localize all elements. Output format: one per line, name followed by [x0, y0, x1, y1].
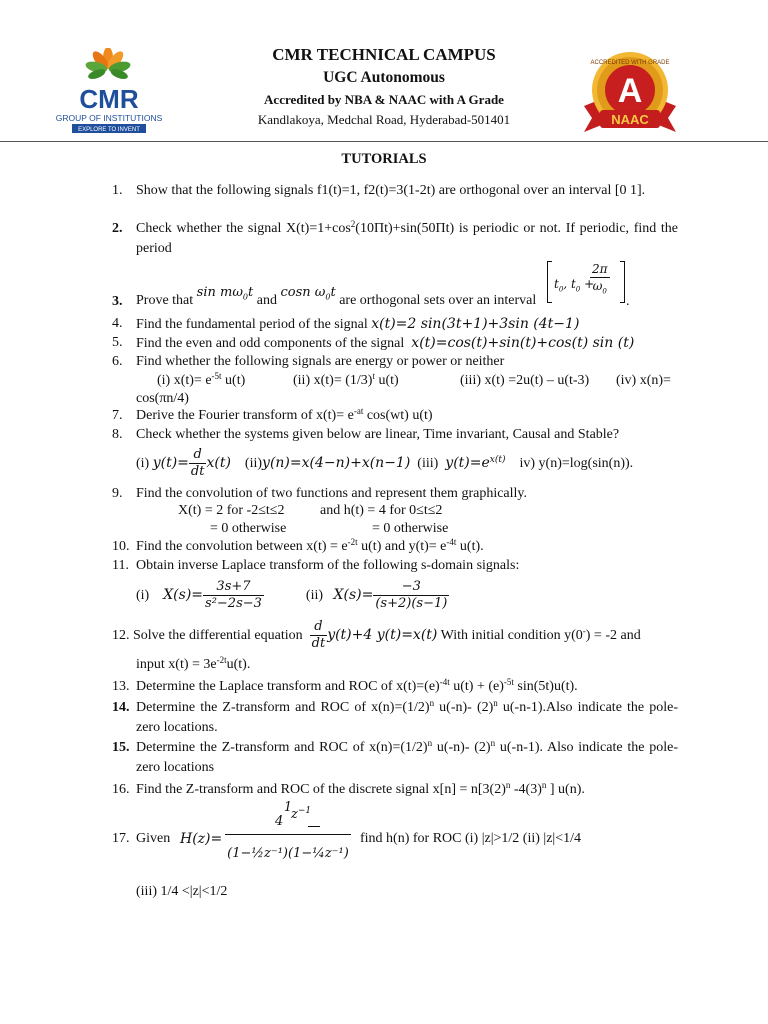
question-15 — [112, 738, 678, 778]
question-number: 5. — [112, 335, 123, 350]
question-9-x-otherwise: = 0 otherwise — [210, 521, 287, 536]
question-text: Prove that $\sin m\omega_0t$ and cosn $\omega_0t$ are orthogonal sets over an interval — [136, 285, 537, 308]
page-title: TUTORIALS — [341, 151, 427, 167]
question-9-x-def: X(t) = 2 for -2≤t≤2 — [178, 503, 285, 518]
question-11-parts: (i) X(s)= $\frac{3s+7}{\text{s²−2s−3}}$ (ii) X(s)= $\frac{-3}{(s+2)(s-1)}$ — [136, 579, 448, 612]
header-divider — [0, 141, 768, 142]
question-9-h-otherwise: = 0 otherwise — [372, 521, 449, 536]
question-number: 3. — [112, 294, 123, 309]
question-text: Determine the Z-transform and ROC of $x(n)=(1/2)^n$ u(-n)- $(2)^n$ u(-n-1). Also indicate the pole-zero locations — [136, 738, 678, 775]
question-6-part-iv: (iv) x(n)= — [616, 373, 671, 388]
question-1 — [112, 181, 678, 201]
question-9 — [112, 484, 678, 504]
question-number: 16. — [112, 782, 130, 797]
question-number: 13. — [112, 679, 130, 694]
question-14 — [112, 698, 678, 738]
question-7 — [112, 406, 678, 426]
seal-ring-text: ACCREDITED WITH GRADE — [590, 60, 670, 66]
question-number: 1. — [112, 183, 123, 198]
question-number: 8. — [112, 427, 123, 442]
logo-line2: EXPLORE TO INVENT — [78, 127, 140, 133]
header-text — [230, 46, 538, 126]
question-text: Find the convolution between $x(t) = e^{-2t}$ u(t) and $y(t)= e^{-4t}$ u(t). — [136, 537, 484, 554]
question-11 — [112, 556, 678, 576]
college-status: UGC Autonomous — [323, 69, 445, 86]
question-number: 4. — [112, 316, 123, 331]
question-8-parts: (i) y(t)= $\frac{d}{dt}$ x(t) (ii)y(n)=x(4−n)+x(n−1) (iii) $y(t)=e^{x(t)}$ iv) y(n)=log(sin(n)). — [136, 447, 634, 480]
question-number: 11. — [112, 558, 129, 573]
question-17: 17. Given H(z)= 1 4 $z^{-1}$ (1−½z⁻¹)(1−¼z⁻¹) find h(n) for ROC (i) |z|>1/2 (ii) |z|<1/4 — [112, 800, 582, 861]
question-number: 2. — [112, 221, 123, 236]
question-17-part-iii: (iii) 1/4 <|z|<1/2 — [136, 884, 228, 899]
question-6-part-iv-cont: cos(πn/4) — [136, 391, 189, 406]
question-text: Determine the Z-transform and ROC of $x(n)=(1/2)^n$ u(-n)- $(2)^n$ u(-n-1).Also indicate the pole-zero locations. — [136, 698, 678, 735]
question-9-h-def: and h(t) = 4 for 0≤t≤2 — [320, 503, 443, 518]
transfer-function-fraction: 1 4 $z^{-1}$ (1−½z⁻¹)(1−¼z⁻¹) — [225, 800, 351, 831]
question-text: Determine the Laplace transform and ROC of $x(t)=(e)^{-4t}$ $u(t) + (e)^{-5t}$ sin(5t)u(t). — [136, 677, 578, 694]
question-2 — [112, 219, 678, 259]
question-text: Find the Z-transform and ROC of the discrete signal $x[n] = n[3(2)^n$ $-4(3)^n$ ] u(n). — [136, 780, 585, 797]
question-text: Derive the Fourier transform of $x(t)= e^{-at}$ cos(wt) u(t) — [136, 406, 433, 423]
question-number: 6. — [112, 354, 123, 369]
question-text: Obtain inverse Laplace transform of the following s-domain signals: — [136, 558, 520, 573]
question-text: Find the fundamental period of the signal x(t)=2 sin(3t+1)+3sin (4t−1) — [136, 316, 580, 332]
question-text: Find the convolution of two functions and represent them graphically. — [136, 486, 528, 501]
seal-label: NAAC — [611, 112, 649, 127]
question-13 — [112, 677, 678, 697]
question-3: 3. Prove that $\sin m\omega_0t$ and cosn $\omega_0t$ are orthogonal sets over an interval $t_0$, $t_0$ + $\frac{2\pi}{\omega_0}$ . — [112, 259, 678, 309]
question-6-part-i: (i) $x(t)= e^{-5t}$ u(t) — [157, 371, 246, 388]
question-16 — [112, 780, 678, 800]
address: Kandlakoya, Medchal Road, Hyderabad-501401 — [257, 111, 511, 127]
question-text: Show that the following signals f1(t)=1, f2(t)=3(1-2t) are orthogonal over an interval [0 1]. — [136, 183, 646, 198]
question-12: 12. Solve the differential equation $\frac{d}{dt}$ y(t)+4 y(t)=x(t) With initial condition y(0-) = -2 and — [112, 619, 641, 652]
logo-name: CMR — [79, 84, 139, 114]
question-number: 14. — [112, 700, 130, 715]
question-text: Check whether the systems given below are linear, Time invariant, Causal and Stable? — [136, 427, 620, 442]
college-name: CMR TECHNICAL CAMPUS — [272, 45, 496, 64]
question-number: 10. — [112, 539, 130, 554]
logo-line1: GROUP OF INSTITUTIONS — [55, 113, 163, 123]
question-text: Find the even and odd components of the signal x(t)=cos(t)+sin(t)+cos(t) sin (t) — [136, 335, 635, 351]
seal-grade: A — [617, 72, 643, 110]
question-5 — [112, 333, 678, 354]
question-text: Check whether the signal $X(t)=1+\cos^2(10\Pi t)+\sin(50\Pi t)$ is periodic or not. If periodic, find the period — [136, 219, 678, 256]
interval-bracket: $t_0$, $t_0$ + $\frac{2\pi}{\omega_0}$ — [547, 261, 625, 303]
question-4 — [112, 314, 678, 335]
question-text: Find whether the following signals are energy or power or neither — [136, 354, 505, 369]
question-12-input: input $x(t) = 3e^{-2t}u(t)$. — [136, 655, 251, 672]
naac-seal — [578, 48, 682, 144]
question-number: 15. — [112, 740, 130, 755]
accreditation: Accredited by NBA & NAAC with A Grade — [264, 91, 504, 107]
question-6-part-iii: (iii) x(t) =2u(t) – u(t-3) — [460, 373, 590, 388]
question-number: 9. — [112, 486, 123, 501]
question-10 — [112, 537, 678, 557]
question-number: 7. — [112, 408, 123, 423]
cmr-logo — [50, 48, 168, 134]
question-8 — [112, 425, 678, 445]
question-6 — [112, 352, 678, 372]
document-header — [0, 0, 768, 144]
question-6-part-ii: (ii) $x(t)= (1/3)^t$ u(t) — [293, 371, 399, 388]
